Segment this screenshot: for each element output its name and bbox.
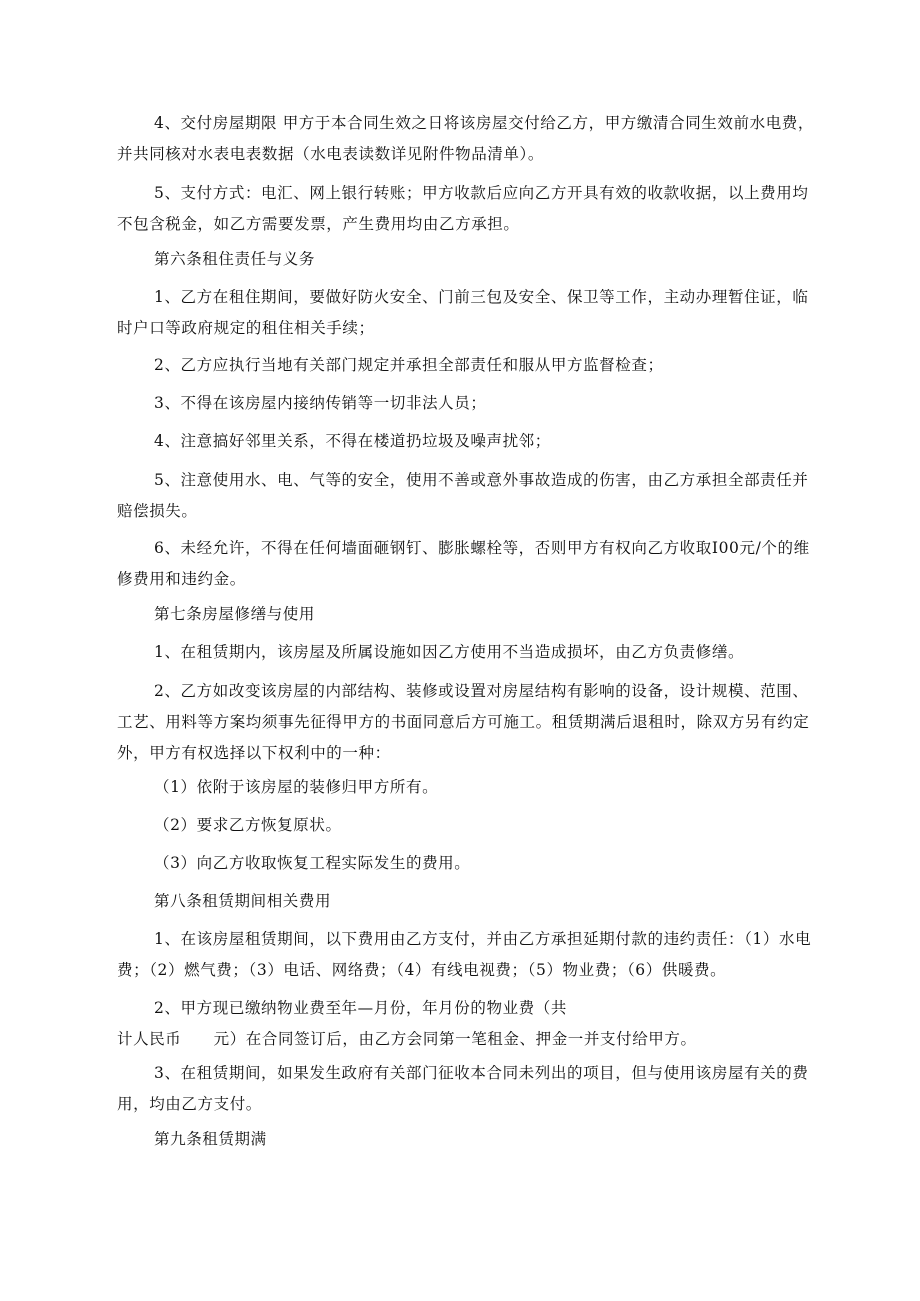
clause-8-item-2-line-1: 2、甲方现已缴纳物业费至年—月份，年月份的物业费（共 (154, 999, 567, 1017)
clause-6-item-3: 3、不得在该房屋内接纳传销等一切非法人员； (154, 394, 487, 412)
clause-8-item-1: 1、在该房屋租赁期间，以下费用由乙方支付，并由乙方承担延期付款的违约责任：（1）水电费；（2）燃气费；（3）电话、网络费；（4）有线电视费；（5）物业费；（6）供暖费。 (117, 930, 812, 979)
clause-6-item-5: 5、注意使用水、电、气等的安全，使用不善或意外事故造成的伤害，由乙方承担全部责任并赔偿损失。 (117, 471, 809, 520)
clause-6-heading: 第六条租住责任与义务 (154, 250, 316, 268)
clause-8-heading: 第八条租赁期间相关费用 (154, 892, 332, 910)
clause-5-item-4: 4、交付房屋期限 甲方于本合同生效之日将该房屋交付给乙方，甲方缴清合同生效前水电费，并共同核对水表电表数据（水电表读数详见附件物品清单）。 (117, 114, 814, 163)
clause-5-item-5: 5、支付方式：电汇、网上银行转账；甲方收款后应向乙方开具有效的收款收据，以上费用均不包含税金，如乙方需要发票，产生费用均由乙方承担。 (117, 184, 809, 233)
clause-6-item-2: 2、乙方应执行当地有关部门规定并承担全部责任和服从甲方监督检查； (154, 356, 664, 374)
clause-7-item-2: 2、乙方如改变该房屋的内部结构、装修或设置对房屋结构有影响的设备，设计规模、范围、工艺、用料等方案均须事先征得甲方的书面同意后方可施工。租赁期满后退租时，除双方另有约定外，甲方有权选择以下权利中的一种： (117, 682, 810, 762)
clause-6-item-4: 4、注意搞好邻里关系，不得在楼道扔垃圾及噪声扰邻； (154, 432, 551, 450)
clause-7-option-1: （1）依附于该房屋的装修归甲方所有。 (154, 778, 439, 796)
clause-8-item-3: 3、在租赁期间，如果发生政府有关部门征收本合同未列出的项目，但与使用该房屋有关的费用，均由乙方支付。 (117, 1064, 809, 1113)
clause-6-item-6: 6、未经允许，不得在任何墙面砸钢钉、膨胀螺栓等，否则甲方有权向乙方收取I00元/个的维修费用和违约金。 (117, 539, 810, 588)
clause-7-option-2: （2）要求乙方恢复原状。 (154, 816, 342, 834)
clause-9-heading: 第九条租赁期满 (154, 1130, 267, 1148)
clause-7-option-3: （3）向乙方收取恢复工程实际发生的费用。 (154, 854, 471, 872)
clause-7-item-1: 1、在租赁期内，该房屋及所属设施如因乙方使用不当造成损坏，由乙方负责修缮。 (154, 643, 745, 661)
clause-7-heading: 第七条房屋修缮与使用 (154, 605, 316, 623)
clause-6-item-1: 1、乙方在租住期间，要做好防火安全、门前三包及安全、保卫等工作，主动办理暂住证，临时户口等政府规定的租住相关手续； (117, 288, 809, 337)
clause-8-item-2-line-2: 计人民币 元）在合同签订后，由乙方会同第一笔租金、押金一并支付给甲方。 (117, 1030, 697, 1048)
